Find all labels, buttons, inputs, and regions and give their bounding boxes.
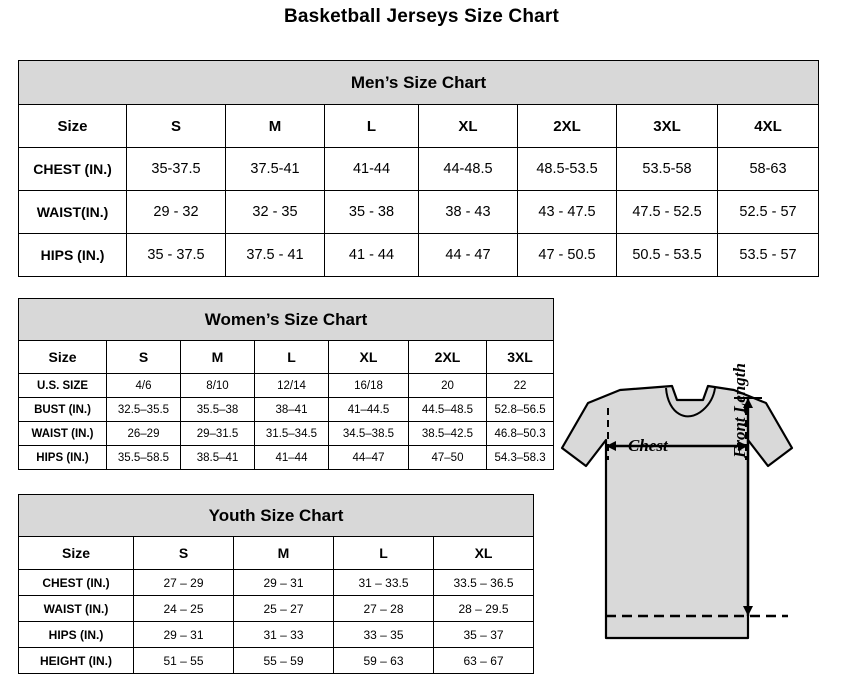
table-cell: 51 – 55 — [134, 648, 234, 674]
table-row — [19, 446, 554, 470]
row-label: HIPS (IN.) — [19, 234, 127, 277]
col-header: XL — [419, 105, 518, 148]
row-label: WAIST(IN.) — [19, 191, 127, 234]
table-cell: 29–31.5 — [181, 422, 255, 446]
table-cell: 41 - 44 — [325, 234, 419, 277]
col-header: S — [127, 105, 226, 148]
table-cell: 29 – 31 — [234, 570, 334, 596]
table-cell: 38.5–42.5 — [409, 422, 487, 446]
table-cell: 37.5 - 41 — [226, 234, 325, 277]
table-cell: 35 - 37.5 — [127, 234, 226, 277]
col-header: XL — [329, 341, 409, 374]
table-caption-row — [19, 495, 534, 537]
table-cell: 46.8–50.3 — [487, 422, 554, 446]
table-cell: 4/6 — [107, 374, 181, 398]
table-cell: 41-44 — [325, 148, 419, 191]
col-header: M — [226, 105, 325, 148]
col-header: 2XL — [409, 341, 487, 374]
row-label: HIPS (IN.) — [19, 622, 134, 648]
col-header: L — [325, 105, 419, 148]
table-cell: 35.5–38 — [181, 398, 255, 422]
row-label: HEIGHT (IN.) — [19, 648, 134, 674]
col-header: 3XL — [487, 341, 554, 374]
table-header-row — [19, 105, 819, 148]
youth-size-chart-table — [18, 494, 534, 674]
col-header: L — [255, 341, 329, 374]
table-cell: 53.5 - 57 — [718, 234, 819, 277]
table-cell: 31.5–34.5 — [255, 422, 329, 446]
col-header: XL — [434, 537, 534, 570]
table-cell: 8/10 — [181, 374, 255, 398]
table-caption-row — [19, 299, 554, 341]
chest-label: Chest — [628, 436, 668, 455]
col-header: 4XL — [718, 105, 819, 148]
table-cell: 44 - 47 — [419, 234, 518, 277]
table-row — [19, 234, 819, 277]
table-cell: 38.5–41 — [181, 446, 255, 470]
col-header: Size — [19, 537, 134, 570]
table-cell: 29 – 31 — [134, 622, 234, 648]
table-row — [19, 148, 819, 191]
col-header: 2XL — [518, 105, 617, 148]
table-cell: 25 – 27 — [234, 596, 334, 622]
table-row — [19, 422, 554, 446]
jersey-measurement-diagram — [548, 348, 836, 673]
table-cell: 29 - 32 — [127, 191, 226, 234]
table-cell: 22 — [487, 374, 554, 398]
jersey-body — [562, 386, 792, 638]
table-cell: 34.5–38.5 — [329, 422, 409, 446]
table-cell: 63 – 67 — [434, 648, 534, 674]
table-cell: 44-48.5 — [419, 148, 518, 191]
table-cell: 47.5 - 52.5 — [617, 191, 718, 234]
mens-caption: Men’s Size Chart — [19, 61, 819, 105]
table-cell: 26–29 — [107, 422, 181, 446]
table-cell: 31 – 33 — [234, 622, 334, 648]
table-cell: 35 – 37 — [434, 622, 534, 648]
table-row — [19, 374, 554, 398]
table-cell: 48.5-53.5 — [518, 148, 617, 191]
table-header-row — [19, 537, 534, 570]
front-length-label: Front Length — [730, 363, 749, 458]
table-cell: 54.3–58.3 — [487, 446, 554, 470]
table-cell: 47–50 — [409, 446, 487, 470]
row-label: CHEST (IN.) — [19, 148, 127, 191]
table-cell: 52.8–56.5 — [487, 398, 554, 422]
row-label: CHEST (IN.) — [19, 570, 134, 596]
table-row — [19, 570, 534, 596]
table-cell: 59 – 63 — [334, 648, 434, 674]
col-header: L — [334, 537, 434, 570]
table-cell: 32 - 35 — [226, 191, 325, 234]
row-label: WAIST (IN.) — [19, 596, 134, 622]
col-header: M — [234, 537, 334, 570]
table-cell: 16/18 — [329, 374, 409, 398]
table-cell: 20 — [409, 374, 487, 398]
table-cell: 47 - 50.5 — [518, 234, 617, 277]
youth-caption: Youth Size Chart — [19, 495, 534, 537]
table-cell: 37.5-41 — [226, 148, 325, 191]
table-cell: 44.5–48.5 — [409, 398, 487, 422]
table-cell: 50.5 - 53.5 — [617, 234, 718, 277]
table-cell: 38 - 43 — [419, 191, 518, 234]
mens-size-chart-table — [18, 60, 819, 277]
col-header: 3XL — [617, 105, 718, 148]
row-label: WAIST (IN.) — [19, 422, 107, 446]
table-cell: 32.5–35.5 — [107, 398, 181, 422]
table-cell: 27 – 28 — [334, 596, 434, 622]
col-header: S — [107, 341, 181, 374]
col-header: Size — [19, 341, 107, 374]
table-cell: 43 - 47.5 — [518, 191, 617, 234]
jersey-shape-icon — [548, 348, 836, 673]
table-cell: 31 – 33.5 — [334, 570, 434, 596]
table-caption-row — [19, 61, 819, 105]
table-cell: 35 - 38 — [325, 191, 419, 234]
col-header: M — [181, 341, 255, 374]
page-title: Basketball Jerseys Size Chart — [283, 6, 560, 27]
table-row — [19, 648, 534, 674]
table-header-row — [19, 341, 554, 374]
col-header: Size — [19, 105, 127, 148]
table-cell: 44–47 — [329, 446, 409, 470]
table-cell: 27 – 29 — [134, 570, 234, 596]
womens-caption: Women’s Size Chart — [19, 299, 554, 341]
table-cell: 28 – 29.5 — [434, 596, 534, 622]
row-label: U.S. SIZE — [19, 374, 107, 398]
table-cell: 55 – 59 — [234, 648, 334, 674]
table-cell: 33.5 – 36.5 — [434, 570, 534, 596]
table-cell: 41–44 — [255, 446, 329, 470]
table-cell: 24 – 25 — [134, 596, 234, 622]
womens-size-chart-table — [18, 298, 554, 470]
table-row — [19, 596, 534, 622]
table-cell: 58-63 — [718, 148, 819, 191]
table-row — [19, 398, 554, 422]
row-label: BUST (IN.) — [19, 398, 107, 422]
table-cell: 53.5-58 — [617, 148, 718, 191]
table-cell: 35.5–58.5 — [107, 446, 181, 470]
table-cell: 38–41 — [255, 398, 329, 422]
table-cell: 52.5 - 57 — [718, 191, 819, 234]
table-row — [19, 191, 819, 234]
table-cell: 12/14 — [255, 374, 329, 398]
table-row — [19, 622, 534, 648]
table-cell: 35-37.5 — [127, 148, 226, 191]
col-header: S — [134, 537, 234, 570]
table-cell: 41–44.5 — [329, 398, 409, 422]
row-label: HIPS (IN.) — [19, 446, 107, 470]
table-cell: 33 – 35 — [334, 622, 434, 648]
